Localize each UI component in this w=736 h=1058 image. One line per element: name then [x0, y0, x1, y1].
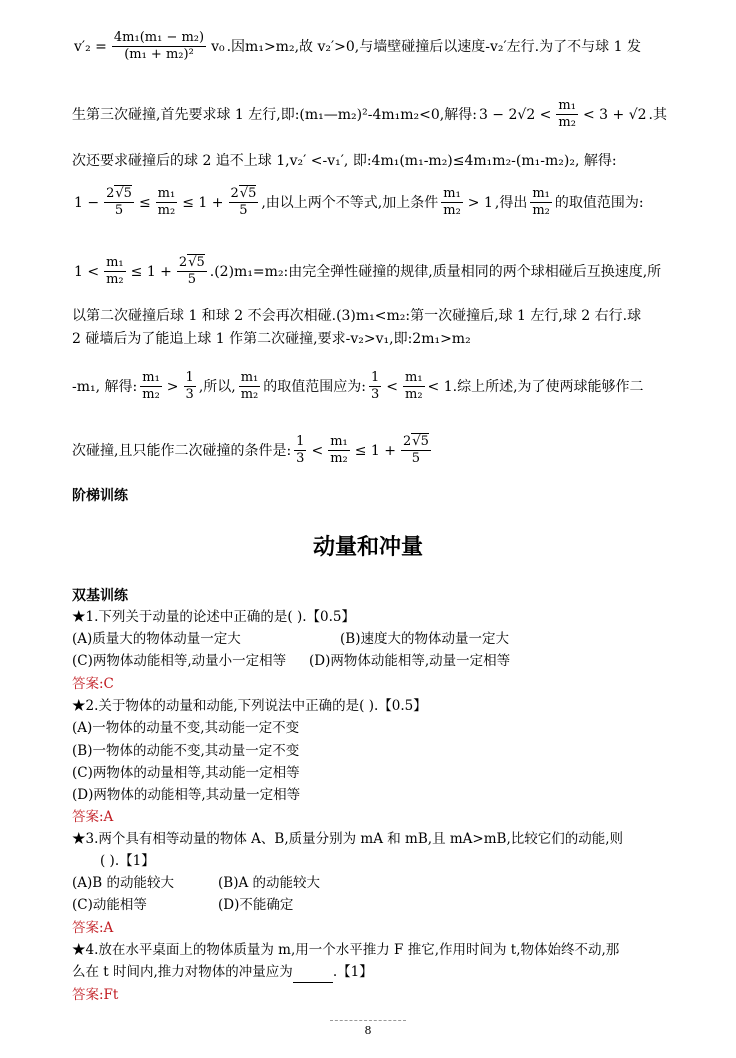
question-2-stem: ★2.关于物体的动量和动能,下列说法中正确的是( ).【0.5】	[72, 698, 427, 714]
question-3-stem-cont: ( ).【1】	[100, 853, 155, 869]
question-1-answer: 答案:C	[72, 676, 114, 692]
question-2-option: (A)一物体的动量不变,其动能一定不变	[72, 720, 300, 736]
question-4-stem-cont: 么在 t 时间内,推力对物体的冲量应为 .【1】	[72, 961, 666, 983]
question-3-option: (C)动能相等	[72, 897, 147, 913]
question-3-option: (D)不能确定	[218, 897, 294, 913]
question-1-option: (D)两物体动能相等,动量一定相等	[309, 653, 511, 669]
question-2-option: (D)两物体的动能相等,其动量一定相等	[72, 787, 301, 803]
question-3-stem: ★3.两个具有相等动量的物体 A、B,质量分别为 mA 和 mB,且 mA>mB,比较它们的动能,则	[72, 831, 624, 847]
fraction-v2: $\frac{\text{4m₁(m₁ − m₂)}}{\text{(m₁ + m₂)²}}$	[113, 30, 205, 62]
question-3-option: (A)B 的动能较大	[72, 875, 174, 891]
question-2-option: (B)一物体的动能不变,其动量一定不变	[72, 743, 300, 759]
solution-line-5: 1 < $\frac{\text{m₁}}{\text{m₂}}$ ≤ 1 + $\frac{2√5}{5}$ .(2)m₁=m₂:由完全弹性碰撞的规律,质量相同的两个球相碰后互换速度,所	[74, 255, 662, 287]
footer-divider	[330, 1020, 406, 1021]
solution-line-2: 生第三次碰撞,首先要求球 1 左行,即:(m₁—m₂)²-4m₁m₂<0,解得: 3 − 2√2 < $\frac{\text{m₁}}{\text{m₂}}$ < 3 + √2 .其	[72, 98, 667, 130]
solution-line-7: 2 碰墙后为了能追上球 1 作第二次碰撞,要求-v₂>v₁,即:2m₁>m₂	[72, 331, 471, 347]
question-2-answer: 答案:A	[72, 809, 114, 825]
question-2-option: (C)两物体的动量相等,其动能一定相等	[72, 765, 300, 781]
chapter-title: 动量和冲量	[312, 535, 423, 560]
question-4-stem: ★4.放在水平桌面上的物体质量为 m,用一个水平推力 F 推它,作用时间为 t,物体始终不动,那	[72, 942, 620, 958]
question-1-option: (B)速度大的物体动量一定大	[340, 631, 509, 647]
solution-line-6: 以第二次碰撞后球 1 和球 2 不会再次相碰.(3)m₁<m₂:第一次碰撞后,球 1 左行,球 2 右行.球	[72, 308, 642, 324]
solution-line-8: -m₁, 解得: $\frac{\text{m₁}}{\text{m₂}}$ > $\frac{1}{3}$ ,所以, $\frac{\text{m₁}}{\text{m₂}}$ 的取值范围应为: $\frac{1}{3}$ < $\frac{\text{m₁}}{\text{m₂}}$ < 1.综上所述,为了使两球能够作二	[72, 370, 644, 402]
v2-prime-label: v′₂ =	[74, 38, 107, 55]
question-3-option: (B)A 的动能较大	[218, 875, 320, 891]
question-4-answer: 答案:Ft	[72, 987, 119, 1003]
question-1-option: (A)质量大的物体动量一定大	[72, 631, 241, 647]
question-1-option: (C)两物体动能相等,动量小一定相等	[72, 653, 287, 669]
question-1-stem: ★1.下列关于动量的论述中正确的是( ).【0.5】	[72, 609, 355, 625]
question-3-answer: 答案:A	[72, 920, 114, 936]
section-ladder-training: 阶梯训练	[72, 488, 128, 504]
section-basic-training: 双基训练	[72, 588, 128, 604]
solution-line-3: 次还要求碰撞后的球 2 追不上球 1,v₂′ <-v₁′, 即:4m₁(m₁-m₂)≤4m₁m₂-(m₁-m₂)₂, 解得:	[72, 153, 617, 169]
solution-line-9: 次碰撞,且只能作二次碰撞的条件是: $\frac{1}{3}$ < $\frac{\text{m₁}}{\text{m₂}}$ ≤ 1 + $\frac{2√5}{5}$	[72, 434, 429, 466]
page-number: 8	[364, 1024, 372, 1037]
solution-line-4: 1 − $\frac{2√5}{5}$ ≤ $\frac{\text{m₁}}{\text{m₂}}$ ≤ 1 + $\frac{2√5}{5}$ ,由以上两个不等式,加上条件 $\frac{\text{m₁}}{\text{m₂}}$ > 1 ,得出 $\frac{\text{m₁}}{\text{m₂}}$ 的取值范围为:	[74, 186, 644, 218]
answer-blank[interactable]	[293, 968, 333, 983]
solution-line-1: v′₂ = $\frac{\text{4m₁(m₁ − m₂)}}{\text{(m₁ + m₂)²}}$ v₀ .因m₁>m₂,故 v₂′>0,与墙壁碰撞后以速度-v₂′左行.为了不与球 1 发	[74, 30, 641, 62]
